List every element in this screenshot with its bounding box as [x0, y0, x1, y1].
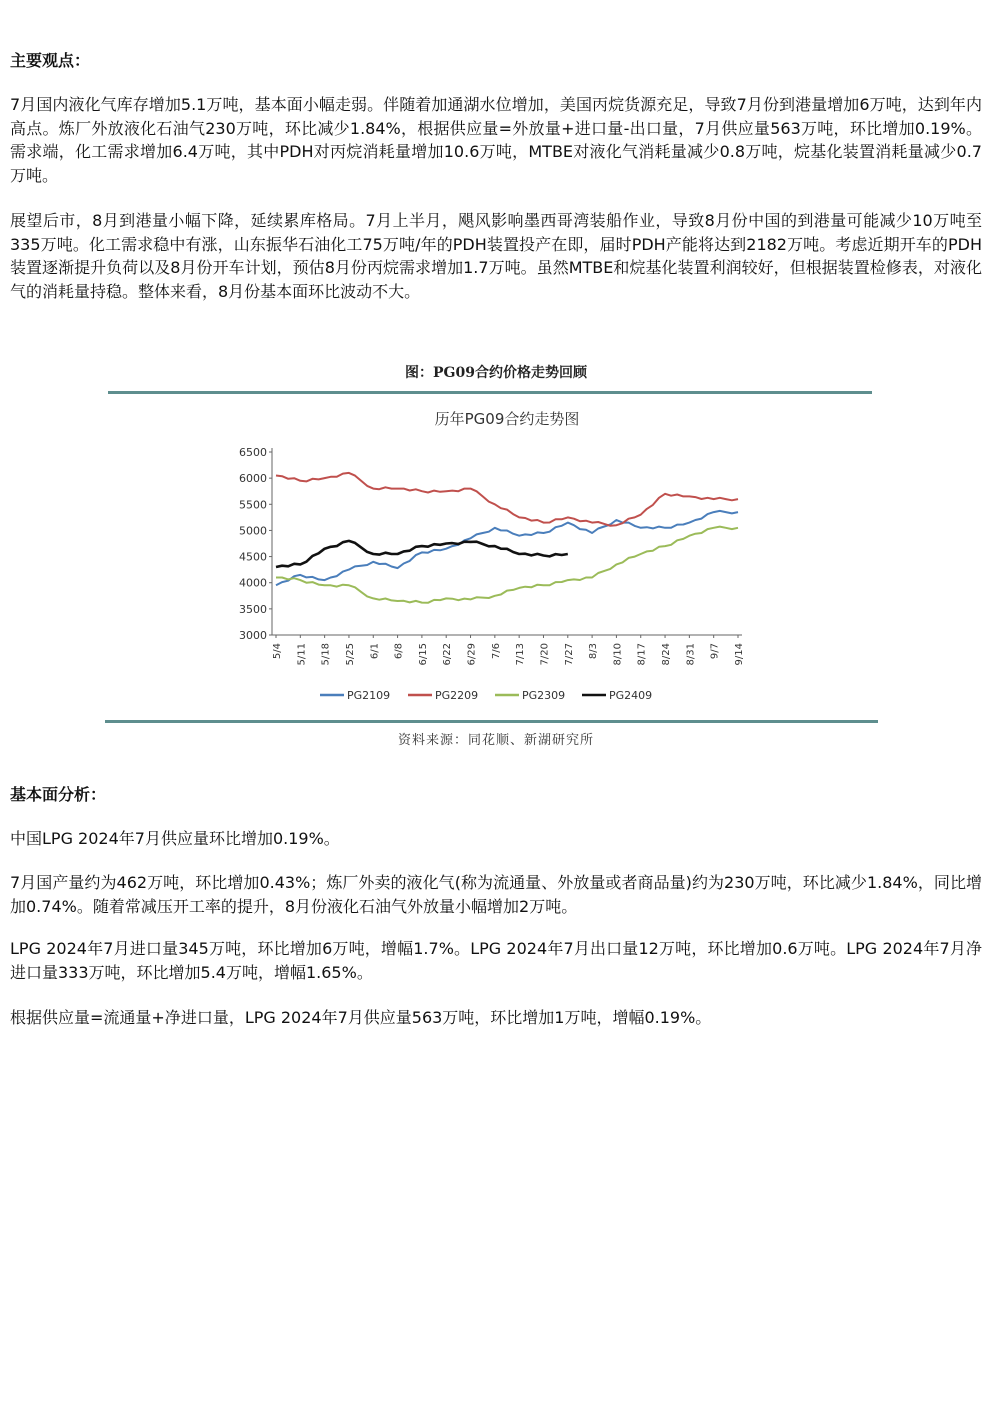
x-tick-label: 7/27 [563, 643, 575, 666]
x-tick-label: 7/20 [539, 643, 551, 666]
y-tick-label: 5000 [239, 524, 267, 538]
y-tick-label: 3000 [239, 629, 267, 642]
section-heading-main-views: 主要观点： [10, 51, 91, 70]
y-tick-label: 4000 [239, 576, 267, 590]
x-tick-label: 8/10 [612, 643, 624, 666]
y-tick-label: 6500 [239, 446, 267, 459]
legend-label: PG2309 [522, 689, 566, 702]
series-line-pg2409 [276, 541, 568, 567]
x-tick-label: 8/17 [636, 643, 648, 666]
y-tick-label: 4500 [239, 550, 267, 564]
paragraph-supply-change: 中国LPG 2024年7月供应量环比增加0.19%。 [10, 829, 340, 848]
x-tick-label: 6/1 [369, 643, 381, 660]
x-tick-label: 5/4 [272, 643, 283, 660]
x-tick-label: 7/13 [515, 643, 527, 666]
series-line-pg2309 [276, 527, 738, 603]
x-tick-label: 8/24 [661, 643, 673, 666]
figure-source: 资料来源：同花顺、新湖研究所 [397, 733, 594, 748]
legend-label: PG2209 [435, 689, 479, 702]
x-tick-label: 6/8 [393, 643, 405, 660]
section-heading-fundamentals: 基本面分析： [10, 785, 107, 804]
x-tick-label: 5/25 [344, 643, 356, 666]
legend-label: PG2109 [347, 689, 391, 702]
paragraph-outlook: 展望后市，8月到港量小幅下降，延续累库格局。7月上半月，飓风影响墨西哥湾装船作业，导致8月份中国的到港量可能减少10万吨至335万吨。化工需求稳中有涨，山东振华石油化工75万吨/年的PDH装置投产在即，届时PDH产能将达到2182万吨。考虑近期开车的PDH装置逐渐提升负荷以及8月份开车计划，预估8月份丙烷需求增加1.7万吨。虽然MTBE和烷基化装置利润较好，但根据装置检修表，对液化气的消耗量持稳。整体来看，8月份基本面环比波动不大。 [10, 211, 982, 301]
figure-top-rule [108, 391, 872, 394]
x-tick-label: 5/11 [296, 643, 308, 666]
y-tick-label: 3500 [239, 602, 267, 616]
paragraph-summary: 7月国内液化气库存增加5.1万吨，基本面小幅走弱。伴随着加通湖水位增加，美国丙烷货源充足，导致7月份到港量增加6万吨，达到年内高点。炼厂外放液化石油气230万吨，环比减少1.84%，根据供应量=外放量+进口量-出口量，7月供应量563万吨，环比增加0.19%。需求端，化工需求增加6.4万吨，其中PDH对丙烷消耗量增加10.6万吨，MTBE对液化气消耗量减少0.8万吨，烷基化装置消耗量减少0.7万吨。 [10, 95, 982, 185]
figure-caption: 图：PG09合约价格走势回顾 [405, 365, 587, 381]
paragraph-supply-formula: 根据供应量=流通量+净进口量，LPG 2024年7月供应量563万吨，环比增加1万吨，增幅0.19%。 [10, 1008, 712, 1027]
x-tick-label: 5/18 [320, 643, 332, 666]
y-tick-label: 5500 [239, 498, 267, 512]
x-tick-label: 6/15 [417, 643, 429, 666]
chart-title: 历年PG09合约走势图 [434, 410, 580, 428]
x-tick-label: 8/31 [685, 643, 697, 666]
legend-label: PG2409 [609, 689, 653, 702]
series-line-pg2209 [276, 473, 738, 526]
y-tick-label: 6000 [239, 472, 267, 486]
x-tick-label: 9/7 [709, 643, 721, 660]
x-tick-label: 6/29 [466, 643, 478, 666]
x-tick-label: 9/14 [734, 643, 745, 666]
paragraph-domestic-output: 7月国产量约为462万吨，环比增加0.43%；炼厂外卖的液化气(称为流通量、外放量或者商品量)约为230万吨，环比减少1.84%，同比增加0.74%。随着常减压开工率的提升，8月份液化石油气外放量小幅增加2万吨。 [10, 873, 982, 916]
price-trend-chart [200, 398, 760, 716]
x-tick-label: 6/22 [442, 643, 454, 666]
figure-bottom-rule [105, 720, 878, 723]
x-tick-label: 8/3 [588, 643, 600, 660]
x-tick-label: 7/6 [490, 643, 502, 660]
paragraph-imports-exports: LPG 2024年7月进口量345万吨，环比增加6万吨，增幅1.7%。LPG 2024年7月出口量12万吨，环比增加0.6万吨。LPG 2024年7月净进口量333万吨，环比增加5.4万吨，增幅1.65%。 [10, 939, 982, 982]
